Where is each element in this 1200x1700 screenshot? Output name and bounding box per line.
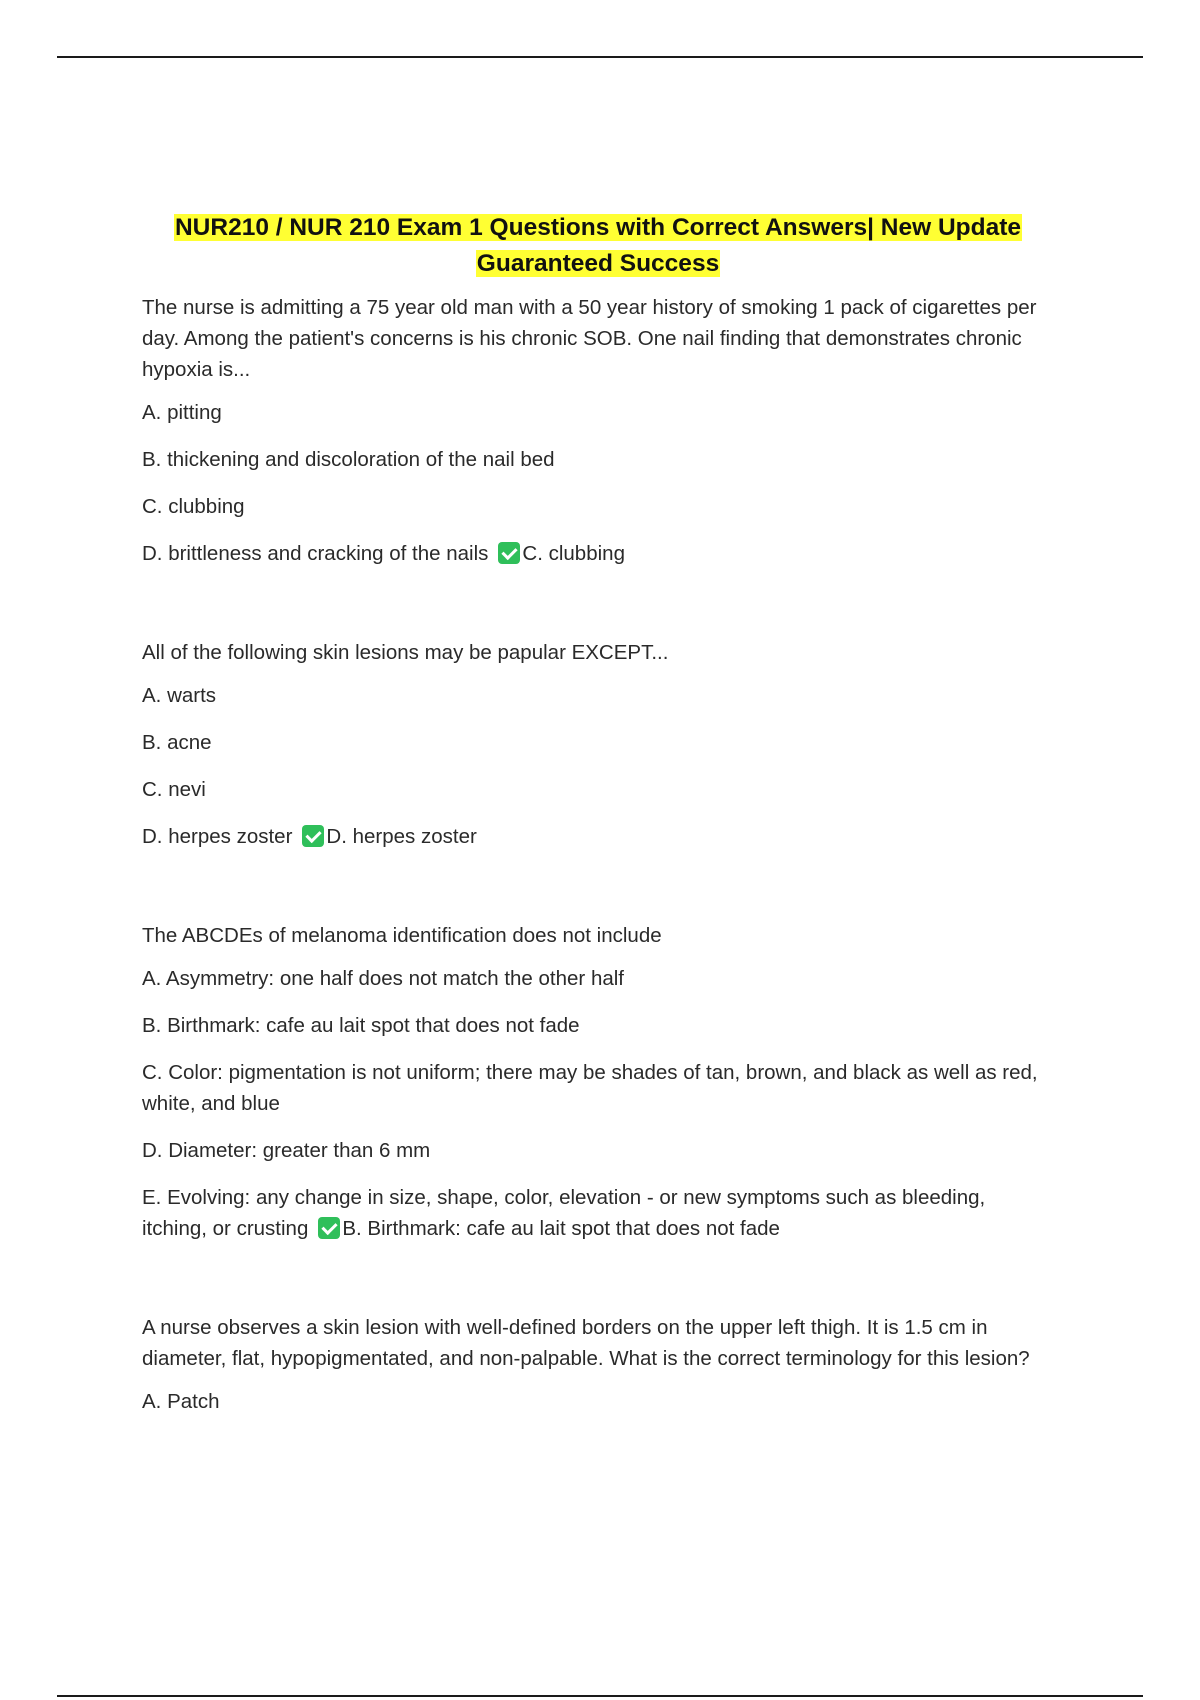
question-2-text: All of the following skin lesions may be papular EXCEPT... xyxy=(142,641,669,664)
question-2-option-d-label: D. herpes zoster xyxy=(142,825,293,848)
question-3-option-e-label: E. Evolving: any change in size, shape, color, elevation - or new symptoms such as bleeding, itching, or crusting xyxy=(142,1186,986,1240)
question-3-option-b: B. Birthmark: cafe au lait spot that does not fade xyxy=(142,1014,580,1037)
document-body xyxy=(142,210,1054,1433)
question-1-option-c: C. clubbing xyxy=(142,495,245,518)
question-3-option-a: A. Asymmetry: one half does not match the other half xyxy=(142,967,625,990)
question-2-answer: D. herpes zoster xyxy=(326,825,477,848)
question-3-answer: B. Birthmark: cafe au lait spot that does not fade xyxy=(342,1217,780,1240)
question-1-text: The nurse is admitting a 75 year old man with a 50 year history of smoking 1 pack of cigarettes per day. Among the patient's concerns is his chronic SOB. One nail finding that demonstrates chronic hypoxia is... xyxy=(142,296,1037,381)
question-1-option-b: B. thickening and discoloration of the nail bed xyxy=(142,448,555,471)
green-check-icon xyxy=(302,825,324,847)
question-4-option-a: A. Patch xyxy=(142,1390,220,1413)
question-3-option-e xyxy=(142,1182,1054,1244)
document-title xyxy=(142,210,1054,282)
bottom-rule xyxy=(57,1695,1143,1697)
question-2-option-b: B. acne xyxy=(142,731,212,754)
green-check-icon xyxy=(318,1217,340,1239)
question-1-option-d-label: D. brittleness and cracking of the nails xyxy=(142,542,489,565)
question-3-text: The ABCDEs of melanoma identification does not include xyxy=(142,924,662,947)
question-1-option-d xyxy=(142,538,1054,569)
question-2-option-c: C. nevi xyxy=(142,778,206,801)
green-check-icon xyxy=(498,542,520,564)
question-1-answer: C. clubbing xyxy=(522,542,625,565)
question-2-option-d xyxy=(142,821,1054,852)
top-rule xyxy=(57,56,1143,58)
question-1-option-a: A. pitting xyxy=(142,401,222,424)
title-line-2: Guaranteed Success xyxy=(476,250,720,277)
question-2-option-a: A. warts xyxy=(142,684,217,707)
question-3-option-d: D. Diameter: greater than 6 mm xyxy=(142,1139,431,1162)
title-line-1: NUR210 / NUR 210 Exam 1 Questions with Correct Answers| New Update xyxy=(174,214,1021,241)
question-3-option-c: C. Color: pigmentation is not uniform; there may be shades of tan, brown, and black as well as red, white, and blue xyxy=(142,1061,1038,1115)
question-4-text: A nurse observes a skin lesion with well-defined borders on the upper left thigh. It is 1.5 cm in diameter, flat, hypopigmentated, and non-palpable. What is the correct terminology for this lesion? xyxy=(142,1316,1030,1370)
